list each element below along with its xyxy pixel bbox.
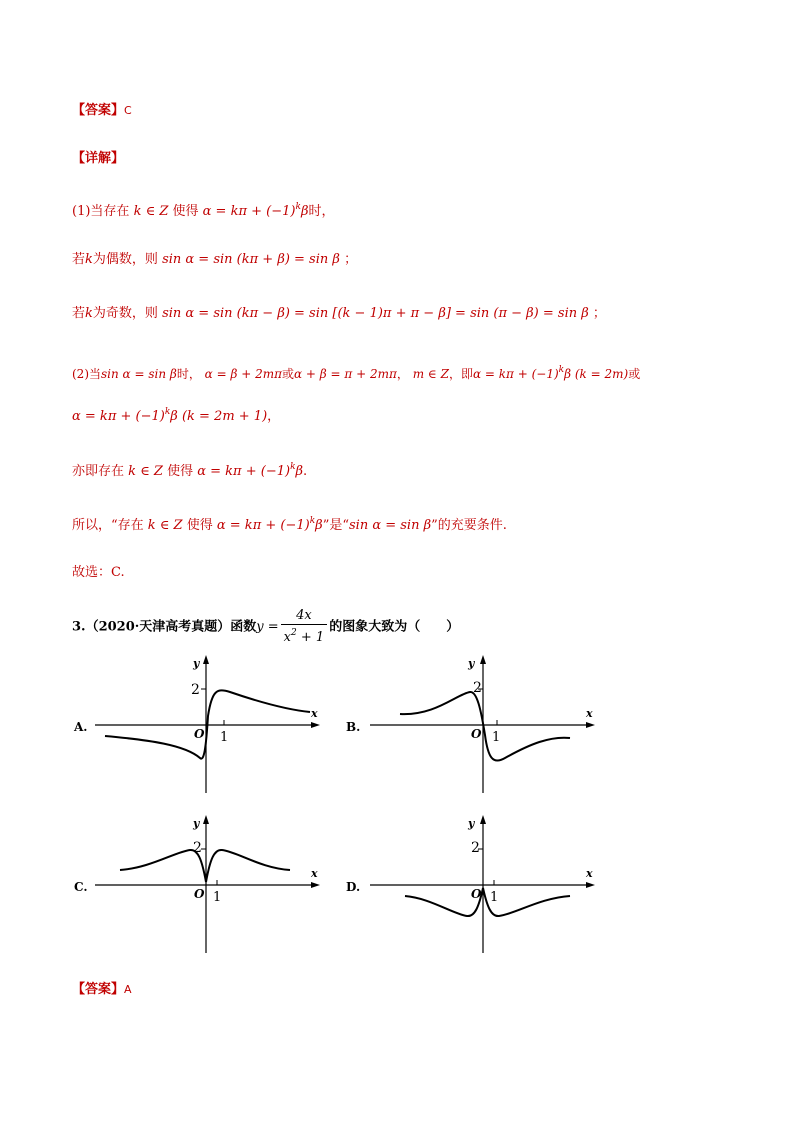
svg-text:x: x [311,707,318,720]
detail-bracket: 【详解】 [72,151,125,166]
answer-bracket-2: 【答案】 [72,982,125,997]
svg-text:2: 2 [193,840,202,856]
even-formula: sin α = sin (kπ + β) = sin β [162,252,340,267]
equiv-line: 亦即存在 k ∈ Z 使得 $\alpha = k\pi + (-1)^k\beta$. [72,462,308,479]
option-b-graph[interactable] [365,650,605,795]
svg-text:O: O [471,887,482,901]
option-c-label[interactable]: C. [74,880,88,894]
even-line: 若k为偶数，则 sin α = sin (kπ + β) = sin β ； [72,252,358,267]
svg-text:1: 1 [213,890,222,905]
answer-value: C [124,104,132,117]
step1-formula: $\alpha = k\pi + (-1)^k\beta$ [202,202,309,219]
question-fraction: $\frac{4x}{x^2 + 1}$ [281,608,328,646]
svg-text:x: x [586,867,593,880]
answer-line-2 [72,981,132,999]
svg-text:y: y [468,817,475,830]
svg-text:2: 2 [473,680,482,696]
option-d-graph[interactable] [365,810,605,955]
odd-formula: sin α = sin (kπ − β) = sin [(k − 1)π + π − β] = sin (π − β) = sin β [162,306,589,321]
svg-text:O: O [194,887,205,901]
detail-heading [72,150,124,168]
svg-text:x: x [586,707,593,720]
step2-line: (2)当sin α = sin β时， α = β + 2mπ或α + β = π + 2mπ， m ∈ Z，即$\alpha = k\pi + (-1)^k\beta$ (k = 2m)或 [72,365,641,381]
svg-text:1: 1 [492,730,501,745]
svg-text:2: 2 [471,840,480,856]
svg-text:y: y [468,657,475,670]
svg-text:2: 2 [191,682,200,698]
svg-text:y: y [193,817,200,830]
step2b-line: $\alpha = k\pi + (-1)^k\beta$ (k = 2m + 1)， [72,407,281,424]
step1-line [72,198,334,221]
step1-cond: k ∈ Z [133,204,169,219]
odd-line: 若k为奇数，则 sin α = sin (kπ − β) = sin [(k − 1)π + π − β] = sin (π − β) = sin β ； [72,306,606,321]
option-a-graph[interactable] [90,650,330,795]
option-d-label[interactable]: D. [346,880,361,894]
choose-line: 故选：C. [72,565,125,580]
answer-value-2: A [124,983,132,996]
step1-lead: (1)当存在 [72,204,130,219]
option-a-label[interactable]: A. [74,720,88,734]
question-3: 3.（2020·天津高考真题）函数y = $\frac{4x}{x^2 + 1}$ 的图象大致为（ ） [72,608,460,645]
answer-bracket: 【答案】 [72,103,125,118]
option-b-label[interactable]: B. [346,720,361,734]
svg-text:1: 1 [490,890,499,905]
answer-line-1 [72,102,132,120]
svg-text:1: 1 [220,730,229,745]
svg-text:x: x [311,867,318,880]
question-number: 3. [72,619,86,635]
step1-tail: 时， [308,204,335,219]
svg-text:y: y [193,657,200,670]
question-tail: 的图象大致为（ ） [329,619,460,635]
option-c-graph[interactable] [90,810,330,955]
question-source: （2020·天津高考真题）函数 [85,619,257,635]
step1-mid: 使得 [168,204,203,219]
conclusion-line: 所以，“存在 k ∈ Z 使得 $\alpha = k\pi + (-1)^k\beta$”是“sin α = sin β”的充要条件. [72,516,507,533]
svg-text:O: O [194,727,205,741]
svg-text:O: O [471,727,482,741]
